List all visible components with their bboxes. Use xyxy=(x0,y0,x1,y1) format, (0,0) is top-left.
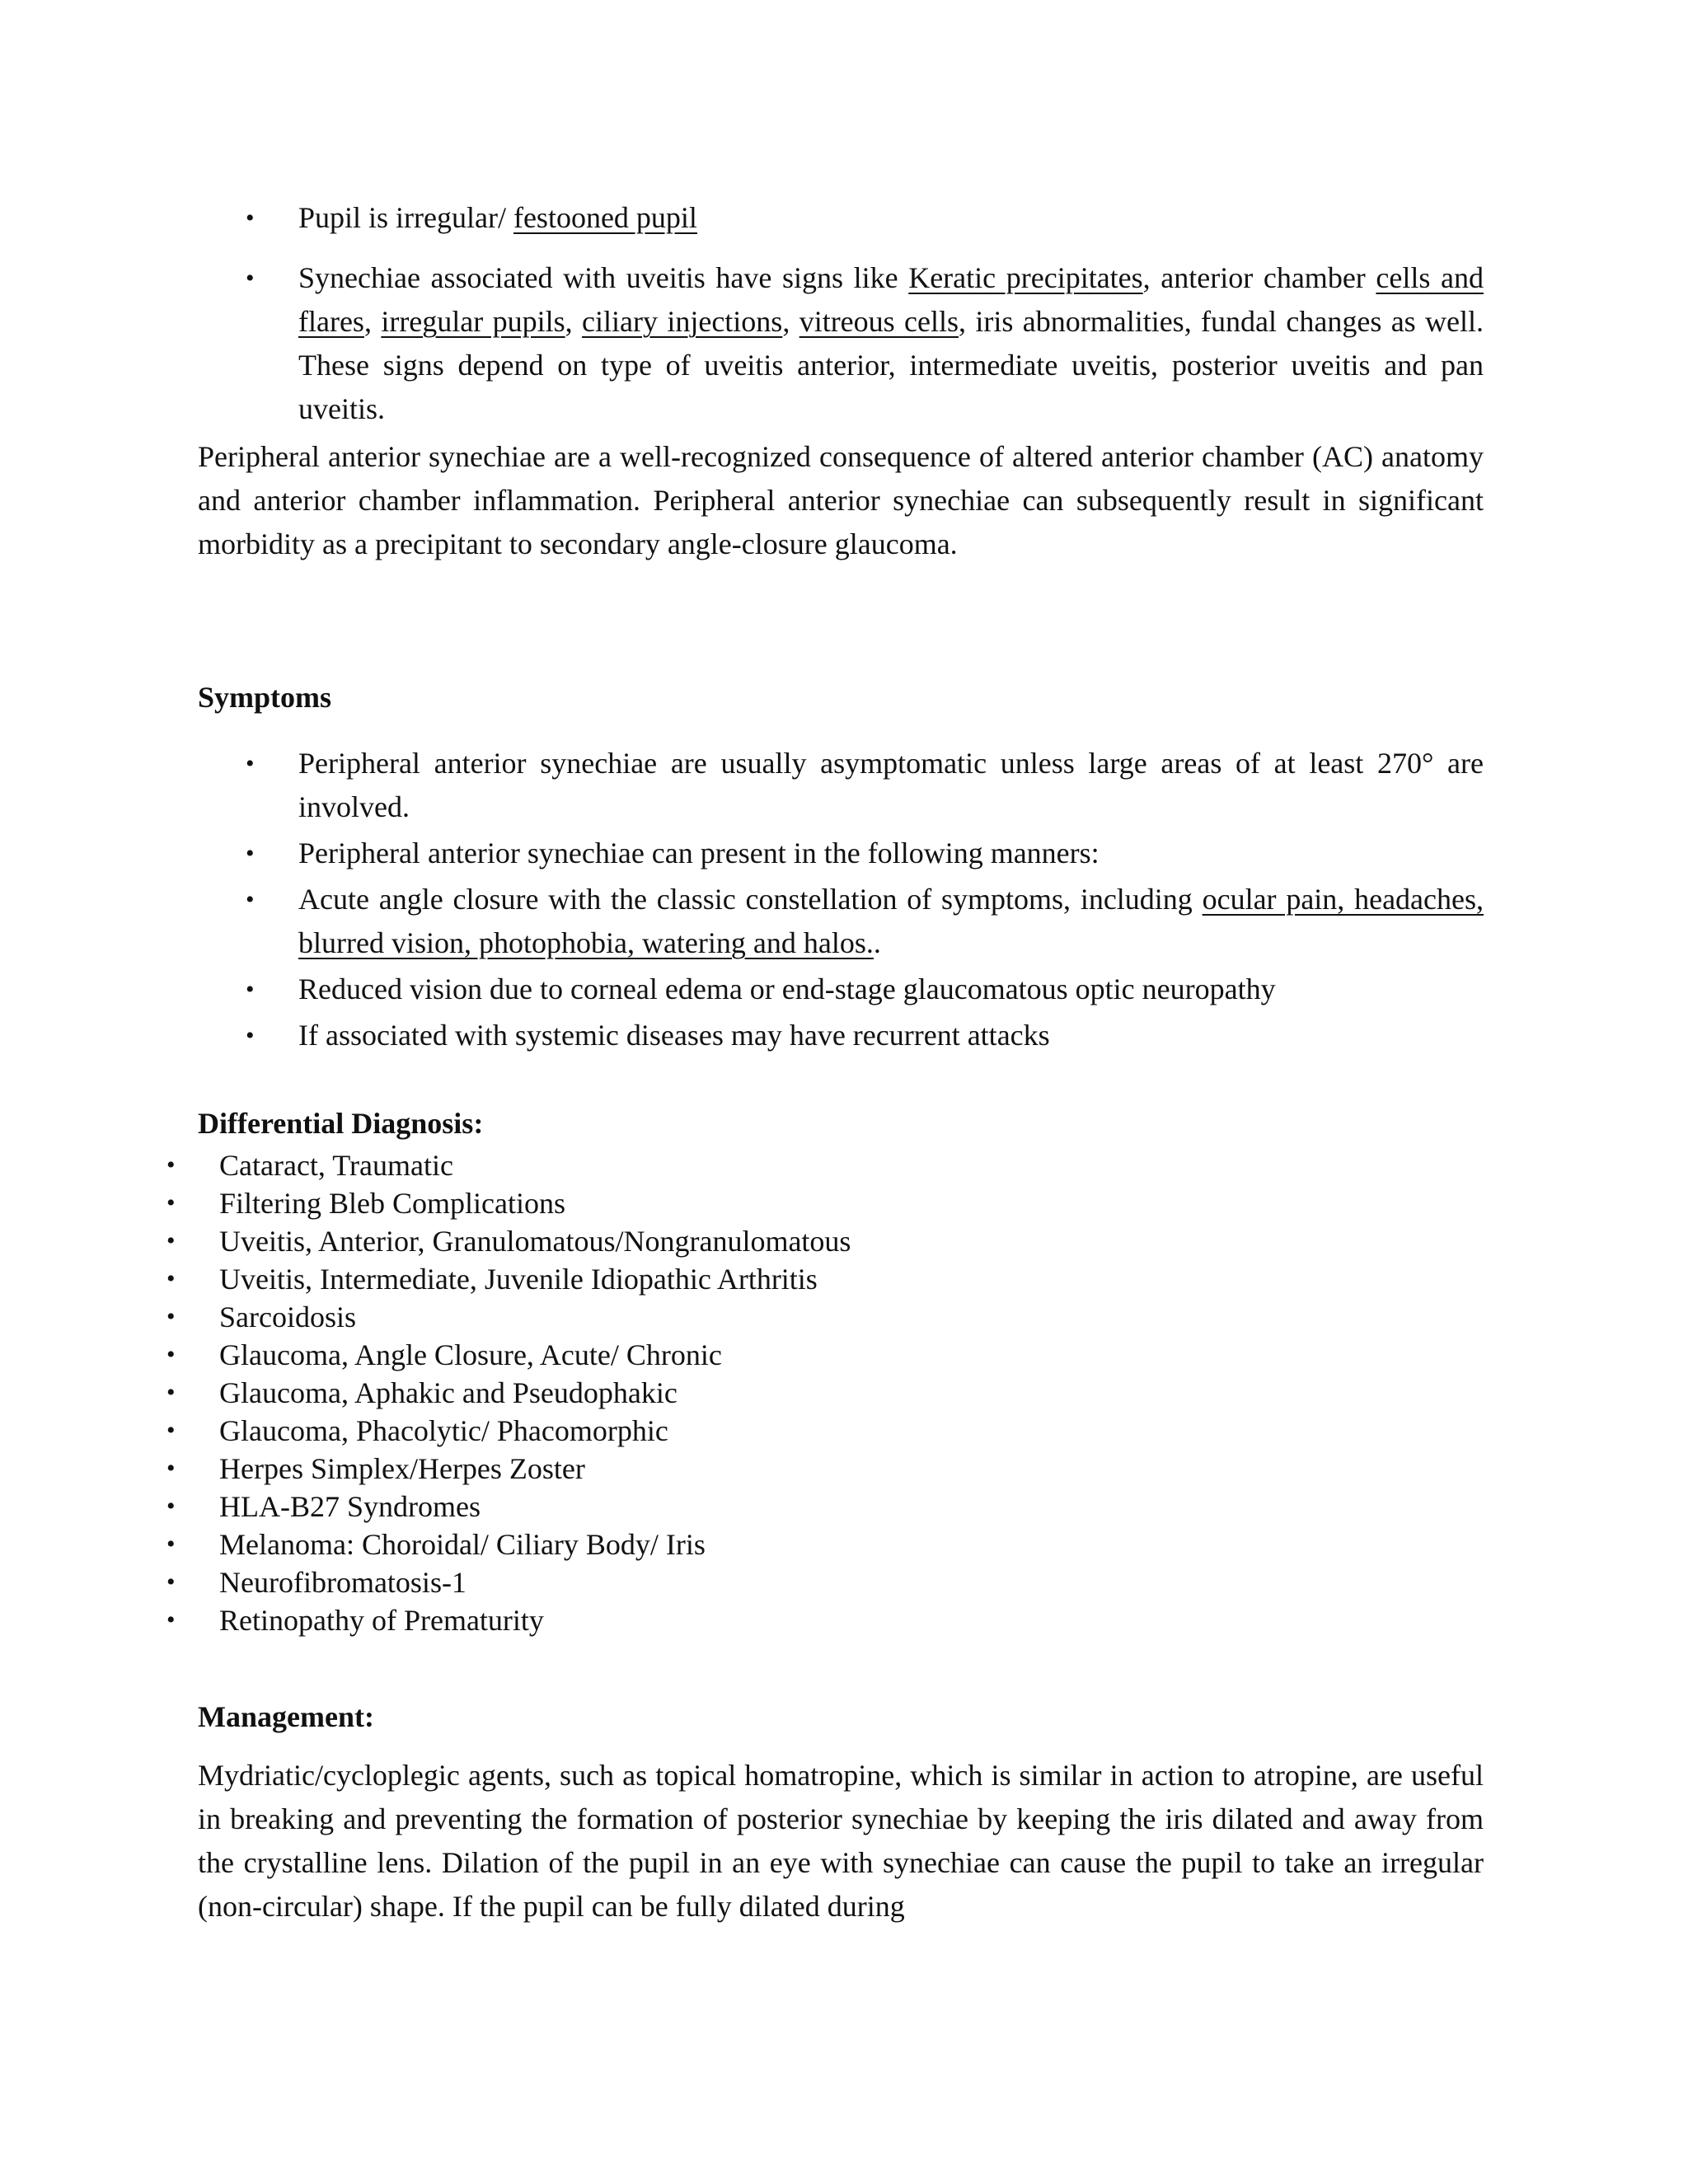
bullet-icon: • xyxy=(246,1022,255,1049)
bullet-icon: • xyxy=(166,1265,176,1292)
bullet-icon: • xyxy=(246,750,255,777)
separator: , xyxy=(565,305,583,338)
festooned-pupil-link[interactable]: festooned pupil xyxy=(513,201,697,234)
symptom-text: Peripheral anterior synechiae are usually asymptomatic unless large areas of at least 270° are involved. xyxy=(298,747,1484,823)
bullet-icon: • xyxy=(166,1417,176,1444)
bullet-icon: • xyxy=(166,1606,176,1633)
symptoms-heading: Symptoms xyxy=(198,681,332,714)
bullet-icon: • xyxy=(246,886,255,913)
management-heading: Management: xyxy=(198,1700,374,1733)
pas-paragraph: Peripheral anterior synechiae are a well-recognized consequence of altered anterior chamber (AC) anatomy and anterior chamber inflammation. Peripheral anterior synechiae can subsequently result in significant morbidity as a precipitant to secondary angle-closure glaucoma. xyxy=(198,440,1484,560)
list-item xyxy=(157,1450,851,1488)
list-item xyxy=(157,1184,851,1222)
bullet-icon: • xyxy=(166,1455,176,1482)
vitreous-cells-link[interactable]: vitreous cells xyxy=(799,305,959,338)
diagnosis-text: Glaucoma, Angle Closure, Acute/ Chronic xyxy=(219,1338,722,1371)
differential-list xyxy=(157,1146,851,1639)
list-item xyxy=(157,1222,851,1260)
bullet-icon: • xyxy=(166,1189,176,1216)
list-item xyxy=(157,1374,851,1412)
bullet-icon: • xyxy=(246,976,255,1003)
bullet-icon: • xyxy=(246,265,255,292)
bullet-icon: • xyxy=(166,1151,176,1179)
symptom-text: Peripheral anterior synechiae can present in the following manners: xyxy=(298,837,1100,869)
separator: , xyxy=(363,305,382,338)
diagnosis-text: Neurofibromatosis-1 xyxy=(219,1566,467,1599)
list-item xyxy=(198,968,1484,1011)
bullet-text: , anterior chamber xyxy=(1142,261,1376,294)
diagnosis-text: Herpes Simplex/Herpes Zoster xyxy=(219,1452,585,1485)
bullet-icon: • xyxy=(166,1568,176,1596)
symptom-text: . xyxy=(873,926,881,959)
symptoms-list xyxy=(198,742,1484,1060)
diagnosis-text: Glaucoma, Aphakic and Pseudophakic xyxy=(219,1376,678,1409)
bullet-text: Synechiae associated with uveitis have signs like xyxy=(298,261,909,294)
diagnosis-text: Uveitis, Anterior, Granulomatous/Nongranulomatous xyxy=(219,1225,851,1258)
diagnosis-text: Uveitis, Intermediate, Juvenile Idiopathic Arthritis xyxy=(219,1263,818,1296)
list-item xyxy=(157,1260,851,1298)
cells-and-flares-link[interactable]: cells and flares xyxy=(298,261,1484,338)
bullet-icon: • xyxy=(166,1227,176,1254)
list-item xyxy=(157,1601,851,1639)
management-paragraph: Mydriatic/cycloplegic agents, such as topical homatropine, which is similar in action to atropine, are useful in breaking and preventing the formation of posterior synechiae by keeping the iris dilated and away from the crystalline lens. Dilation of the pupil in an eye with synechiae can cause the pupil to take an irregular (non-circular) shape. If the pupil can be fully dilated during xyxy=(198,1759,1484,1923)
list-item xyxy=(157,1298,851,1336)
diagnosis-text: HLA-B27 Syndromes xyxy=(219,1490,481,1523)
ciliary-injections-link[interactable]: ciliary injections xyxy=(582,305,783,338)
symptom-text: If associated with systemic diseases may have recurrent attacks xyxy=(298,1019,1050,1052)
bullet-icon: • xyxy=(166,1493,176,1520)
bullet-icon: • xyxy=(246,204,255,232)
symptoms-link[interactable]: ocular pain, headaches, blurred vision, photophobia, watering and halos. xyxy=(298,883,1484,959)
list-item xyxy=(157,1146,851,1184)
diagnosis-text: Filtering Bleb Complications xyxy=(219,1187,565,1220)
symptom-text: Acute angle closure with the classic constellation of symptoms, including xyxy=(298,883,1203,916)
differential-heading: Differential Diagnosis: xyxy=(198,1107,484,1140)
list-item xyxy=(198,878,1484,965)
diagnosis-text: Melanoma: Choroidal/ Ciliary Body/ Iris xyxy=(219,1528,706,1561)
bullet-text: Pupil is irregular/ xyxy=(298,201,513,234)
list-item xyxy=(198,1014,1484,1057)
diagnosis-text: Cataract, Traumatic xyxy=(219,1149,453,1182)
symptom-text: Reduced vision due to corneal edema or end-stage glaucomatous optic neuropathy xyxy=(298,972,1276,1005)
list-item xyxy=(157,1488,851,1526)
list-item xyxy=(198,832,1484,875)
list-item xyxy=(198,196,1484,240)
list-item xyxy=(198,256,1484,431)
separator: , xyxy=(782,305,799,338)
diagnosis-text: Glaucoma, Phacolytic/ Phacomorphic xyxy=(219,1414,668,1447)
list-item xyxy=(157,1412,851,1450)
list-item xyxy=(198,742,1484,829)
bullet-icon: • xyxy=(166,1341,176,1368)
bullet-icon: • xyxy=(166,1530,176,1558)
bullet-text: , iris abnormalities, fundal changes as well. These signs depend on type of uveitis anterior, intermediate uveitis, posterior uveitis and pan uveitis. xyxy=(298,305,1484,425)
bullet-icon: • xyxy=(166,1303,176,1330)
keratic-precipitates-link[interactable]: Keratic precipitates xyxy=(908,261,1143,294)
list-item xyxy=(157,1526,851,1563)
list-item xyxy=(157,1563,851,1601)
diagnosis-text: Sarcoidosis xyxy=(219,1301,356,1333)
irregular-pupils-link[interactable]: irregular pupils xyxy=(381,305,565,338)
bullet-icon: • xyxy=(166,1379,176,1406)
diagnosis-text: Retinopathy of Prematurity xyxy=(219,1604,544,1637)
intro-bullet-list xyxy=(198,196,1484,431)
bullet-icon: • xyxy=(246,840,255,867)
list-item xyxy=(157,1336,851,1374)
